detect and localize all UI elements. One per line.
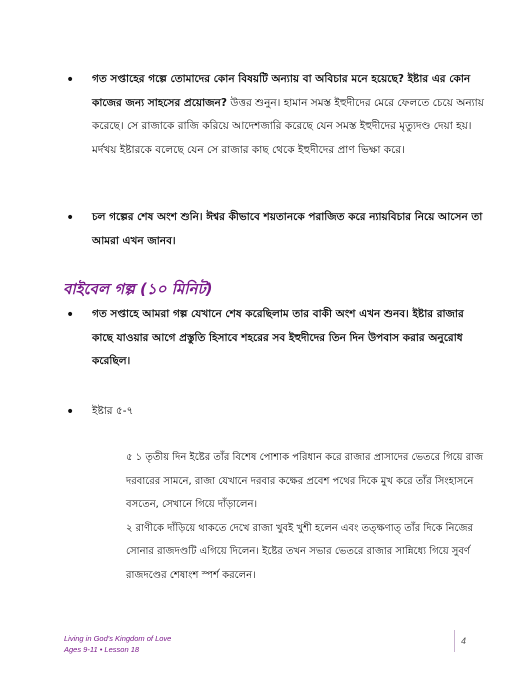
scripture-passage [126,446,490,587]
page-number: 4 [461,636,467,646]
verse-paragraph: ২ রাণীকে দাঁড়িয়ে থাকতে দেখে রাজা খুবই খুশী হলেন এবং তত্ক্ষণাত্ তাঁর দিকে নিজের সোনার রাজদণ্ডটি এগিয়ে দিলেন। ইষ্টের তখন সভার ভেতরে রাজার সান্নিধ্যে গিয়ে সুবর্ণ রাজদণ্ডের শেষাংশ স্পর্শ করলেন। [126,522,473,581]
section-heading: বাইবেল গল্প (১০ মিনিট) [63,280,213,298]
question-bold: গত সপ্তাহের গল্পে তোমাদের কোন বিষয়টি অন্যায় বা অবিচার মনে হয়েছে? ইষ্টার এর কোন কাজের জন্য সাহসের প্রয়োজন? [92,73,471,109]
footer-curriculum [64,633,171,655]
story-intro-text: গত সপ্তাহে আমরা গল্প যেখানে শেষ করেছিলাম তার বাকী অংশ এখন শুনব। ইষ্টার রাজার কাছে যাওয়ার আগে প্রস্তুতি হিসাবে শহরের সব ইহুদীদের তিন দিন উপবাস করার অনুরোধ করেছিল। [92,308,464,367]
scripture-reference: ইষ্টার ৫-৭ [92,405,134,417]
bullet-marker: • [66,307,75,323]
footer-divider [454,630,455,652]
footer-lesson: Ages 9-11 • Lesson 18 [64,645,140,654]
story-bullet [66,303,486,374]
intro-bullet [66,206,486,253]
intro-text: চল গল্পের শেষ অংশ শুনি। ঈশ্বর কীভাবে শয়তানকে পরাজিত করে ন্যায়বিচার নিয়ে আসেন তা আমরা এখন জানব। [92,211,483,247]
bullet-marker: • [66,404,75,420]
verse-paragraph: ৫ ১ তৃতীয় দিন ইষ্টের তাঁর বিশেষ পোশাক পরিধান করে রাজার প্রাসাদের ভেতরে গিয়ে রাজ দরবারের সামনে, রাজা যেখানে দরবার কক্ষের প্রবেশ পথের দিকে মুখ করে তাঁর সিংহাসনে বসতেন, সেখানে গিয়ে দাঁড়ালেন। [126,452,484,510]
reference-bullet [66,400,486,424]
bullet-marker: • [66,72,75,88]
bullet-marker: • [66,210,75,226]
answer-text: উত্তর শুনুন। হামান সমস্ত ইহুদীদের মেরে ফেলতে চেয়ে অন্যায় করেছে। সে রাজাকে রাজি করিয়ে আদেশজারি করেছে যেন সমস্ত ইহুদীদের মৃত্যুদণ্ড দেয়া হয়। মর্দখয় ইষ্টারকে বলেছে যেন সে রাজার কাছ থেকে ইহুদীদের প্রাণ ভিক্ষা করে। [92,96,484,156]
footer-title: Living in God's Kingdom of Love [64,634,172,643]
question-bullet [66,68,486,162]
question-text [92,68,486,162]
